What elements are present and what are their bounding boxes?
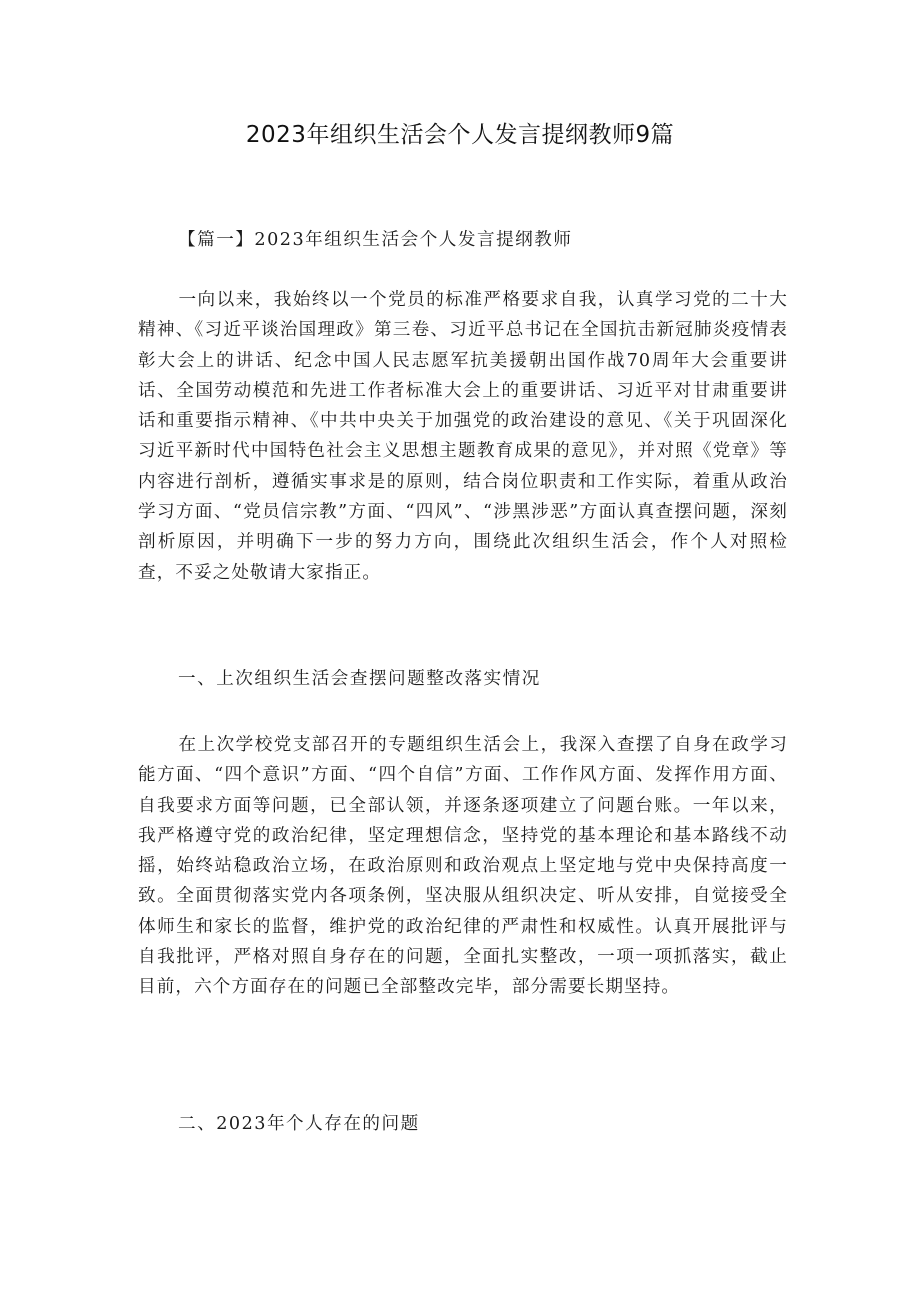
section-two-heading: 二、2023年个人存在的问题 <box>178 1114 420 1134</box>
document-title: 2023年组织生活会个人发言提纲教师9篇 <box>245 122 675 148</box>
section-one-heading: 一、上次组织生活会查摆问题整改落实情况 <box>178 669 541 689</box>
piece-one-heading: 【篇一】2023年组织生活会个人发言提纲教师 <box>178 230 573 250</box>
intro-paragraph: 一向以来，我始终以一个党员的标准严格要求自我，认真学习党的二十大精神、《习近平谈治国理政》第三卷、习近平总书记在全国抗击新冠肺炎疫情表彰大会上的讲话、纪念中国人民志愿军抗美援朝出国作战70周年大会重要讲话、全国劳动模范和先进工作者标准大会上的重要讲话、习近平对甘肃重要讲话和重要指示精神、《中共中央关于加强党的政治建设的意见、《关于巩固深化习近平新时代中国特色社会主义思想主题教育成果的意见》，并对照《党章》等内容进行剖析，遵循实事求是的原则，结合岗位职责和工作实际，着重从政治学习方面、“党员信宗教”方面、“四风”、“涉黑涉恶”方面认真查摆问题，深刻剖析原因，并明确下一步的努力方向，围绕此次组织生活会，作个人对照检查，不妥之处敬请大家指正。 <box>138 290 788 583</box>
section-one-paragraph: 在上次学校党支部召开的专题组织生活会上，我深入查摆了自身在政学习能方面、“四个意识”方面、“四个自信”方面、工作作风方面、发挥作用方面、自我要求方面等问题，已全部认领，并逐条逐项建立了问题台账。一年以来，我严格遵守党的政治纪律，坚定理想信念，坚持党的基本理论和基本路线不动摇，始终站稳政治立场，在政治原则和政治观点上坚定地与党中央保持高度一致。全面贯彻落实党内各项条例，坚决服从组织决定、听从安排，自觉接受全体师生和家长的监督，维护党的政治纪律的严肃性和权威性。认真开展批评与自我批评，严格对照自身存在的问题，全面扎实整改，一项一项抓落实，截止目前，六个方面存在的问题已全部整改完毕，部分需要长期坚持。 <box>138 735 788 998</box>
